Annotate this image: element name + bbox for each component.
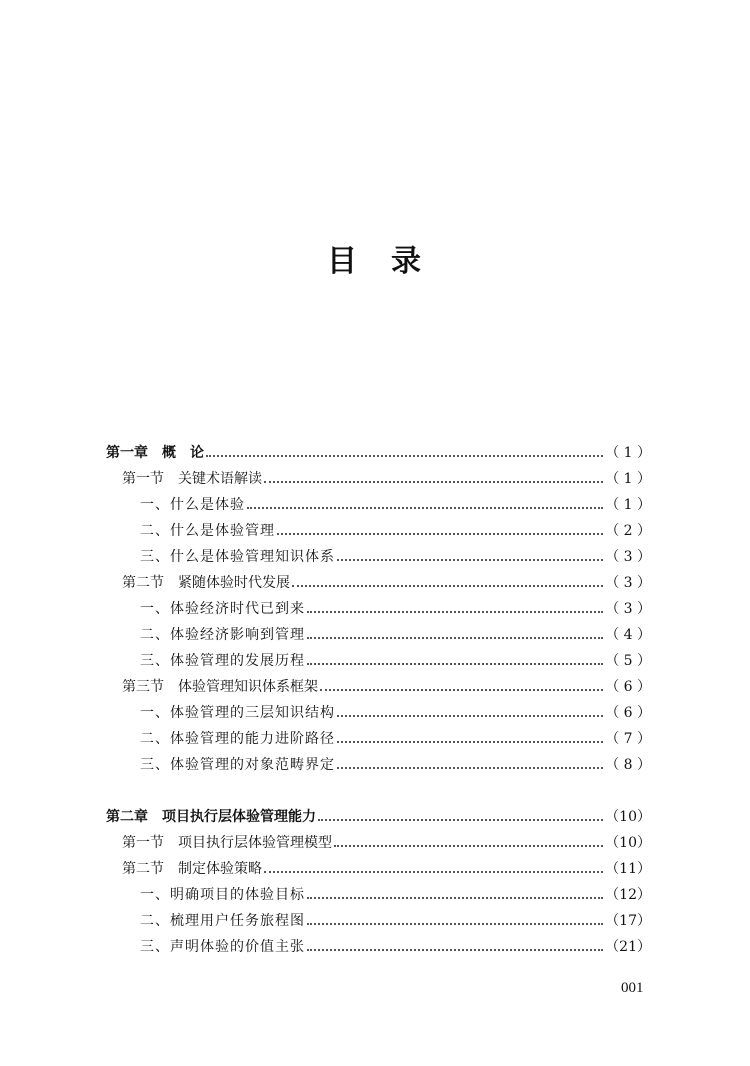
- toc-entry-label: 二、梳理用户任务旅程图: [140, 913, 305, 929]
- toc-subsection-row: [140, 622, 651, 646]
- dot-leader: [277, 533, 603, 535]
- toc-section-row: [122, 674, 651, 698]
- toc-entry-page: （ 6 ）: [605, 679, 651, 695]
- dot-leader: [307, 637, 603, 639]
- toc-entry-page: （ 2 ）: [605, 523, 651, 539]
- dot-leader: [318, 819, 603, 821]
- dot-leader: [307, 897, 603, 899]
- toc-subsection-row: [140, 518, 651, 542]
- toc-entry-label: 三、声明体验的价值主张: [140, 939, 305, 955]
- toc-entry-label: 第三节 体验管理知识体系框架: [122, 679, 318, 695]
- toc-entry-label: 三、什么是体验管理知识体系: [140, 549, 335, 565]
- toc-entry-page: （ 1 ）: [605, 497, 651, 513]
- toc-entry-label: 一、什么是体验: [140, 497, 245, 513]
- toc-entry-label: 第一节 关键术语解读: [122, 471, 262, 487]
- dot-leader: [264, 871, 603, 873]
- toc-subsection-row: [140, 882, 651, 906]
- toc-entry-page: （10）: [605, 835, 651, 851]
- toc-entry-label: 三、体验管理的发展历程: [140, 653, 305, 669]
- toc-entry-page: （12）: [605, 887, 651, 903]
- toc-entry-label: 二、体验经济影响到管理: [140, 627, 305, 643]
- toc-section-row: [122, 856, 651, 880]
- toc-entry-label: 第二节 紧随体验时代发展: [122, 575, 290, 591]
- toc-section-row: [122, 830, 651, 854]
- toc-subsection-row: [140, 934, 651, 958]
- toc-title: 目 录: [327, 244, 423, 279]
- toc-entry-page: （ 1 ）: [605, 445, 651, 461]
- dot-leader: [307, 949, 603, 951]
- toc-subsection-row: [140, 596, 651, 620]
- dot-leader: [307, 663, 603, 665]
- toc-entry-label: 一、体验管理的三层知识结构: [140, 705, 335, 721]
- toc-subsection-row: [140, 752, 651, 776]
- toc-entry-page: （17）: [605, 913, 651, 929]
- toc-entry-page: （11）: [605, 861, 651, 877]
- toc-entry-page: （ 3 ）: [605, 575, 651, 591]
- toc-entry-label: 二、什么是体验管理: [140, 523, 275, 539]
- toc-entry-page: （ 6 ）: [605, 705, 651, 721]
- dot-leader: [206, 455, 603, 457]
- toc-subsection-row: [140, 544, 651, 568]
- dot-leader: [264, 481, 603, 483]
- toc-section-row: [122, 466, 651, 490]
- toc-chapter-row: [106, 440, 651, 464]
- toc-entry-label: 二、体验管理的能力进阶路径: [140, 731, 335, 747]
- toc-entry-label: 第一章 概 论: [106, 445, 204, 461]
- toc-entry-page: （ 7 ）: [605, 731, 651, 747]
- toc-entry-label: 一、明确项目的体验目标: [140, 887, 305, 903]
- dot-leader: [337, 715, 603, 717]
- toc-subsection-row: [140, 726, 651, 750]
- dot-leader: [334, 845, 603, 847]
- toc-subsection-row: [140, 492, 651, 516]
- toc-subsection-row: [140, 648, 651, 672]
- toc-entry-page: （ 3 ）: [605, 601, 651, 617]
- page-number: 001: [621, 980, 644, 996]
- toc-entry-label: 第一节 项目执行层体验管理模型: [122, 835, 332, 851]
- dot-leader: [307, 611, 603, 613]
- toc-entry-label: 三、体验管理的对象范畴界定: [140, 757, 335, 773]
- toc-subsection-row: [140, 908, 651, 932]
- dot-leader: [247, 507, 603, 509]
- toc-entry-page: （10）: [605, 809, 651, 825]
- toc-subsection-row: [140, 700, 651, 724]
- dot-leader: [337, 767, 603, 769]
- dot-leader: [337, 559, 603, 561]
- toc-entry-page: （ 3 ）: [605, 549, 651, 565]
- dot-leader: [337, 741, 603, 743]
- toc-entry-page: （ 5 ）: [605, 653, 651, 669]
- toc-chapter-row: [106, 804, 651, 828]
- toc-entry-label: 一、体验经济时代已到来: [140, 601, 305, 617]
- toc-entry-label: 第二节 制定体验策略: [122, 861, 262, 877]
- toc-entry-page: （ 1 ）: [605, 471, 651, 487]
- toc-entry-page: （ 8 ）: [605, 757, 651, 773]
- dot-leader: [292, 585, 603, 587]
- dot-leader: [307, 923, 603, 925]
- toc-entry-page: （21）: [605, 939, 651, 955]
- toc-entry-label: 第二章 项目执行层体验管理能力: [106, 809, 316, 825]
- toc-section-row: [122, 570, 651, 594]
- toc-entry-page: （ 4 ）: [605, 627, 651, 643]
- dot-leader: [320, 689, 603, 691]
